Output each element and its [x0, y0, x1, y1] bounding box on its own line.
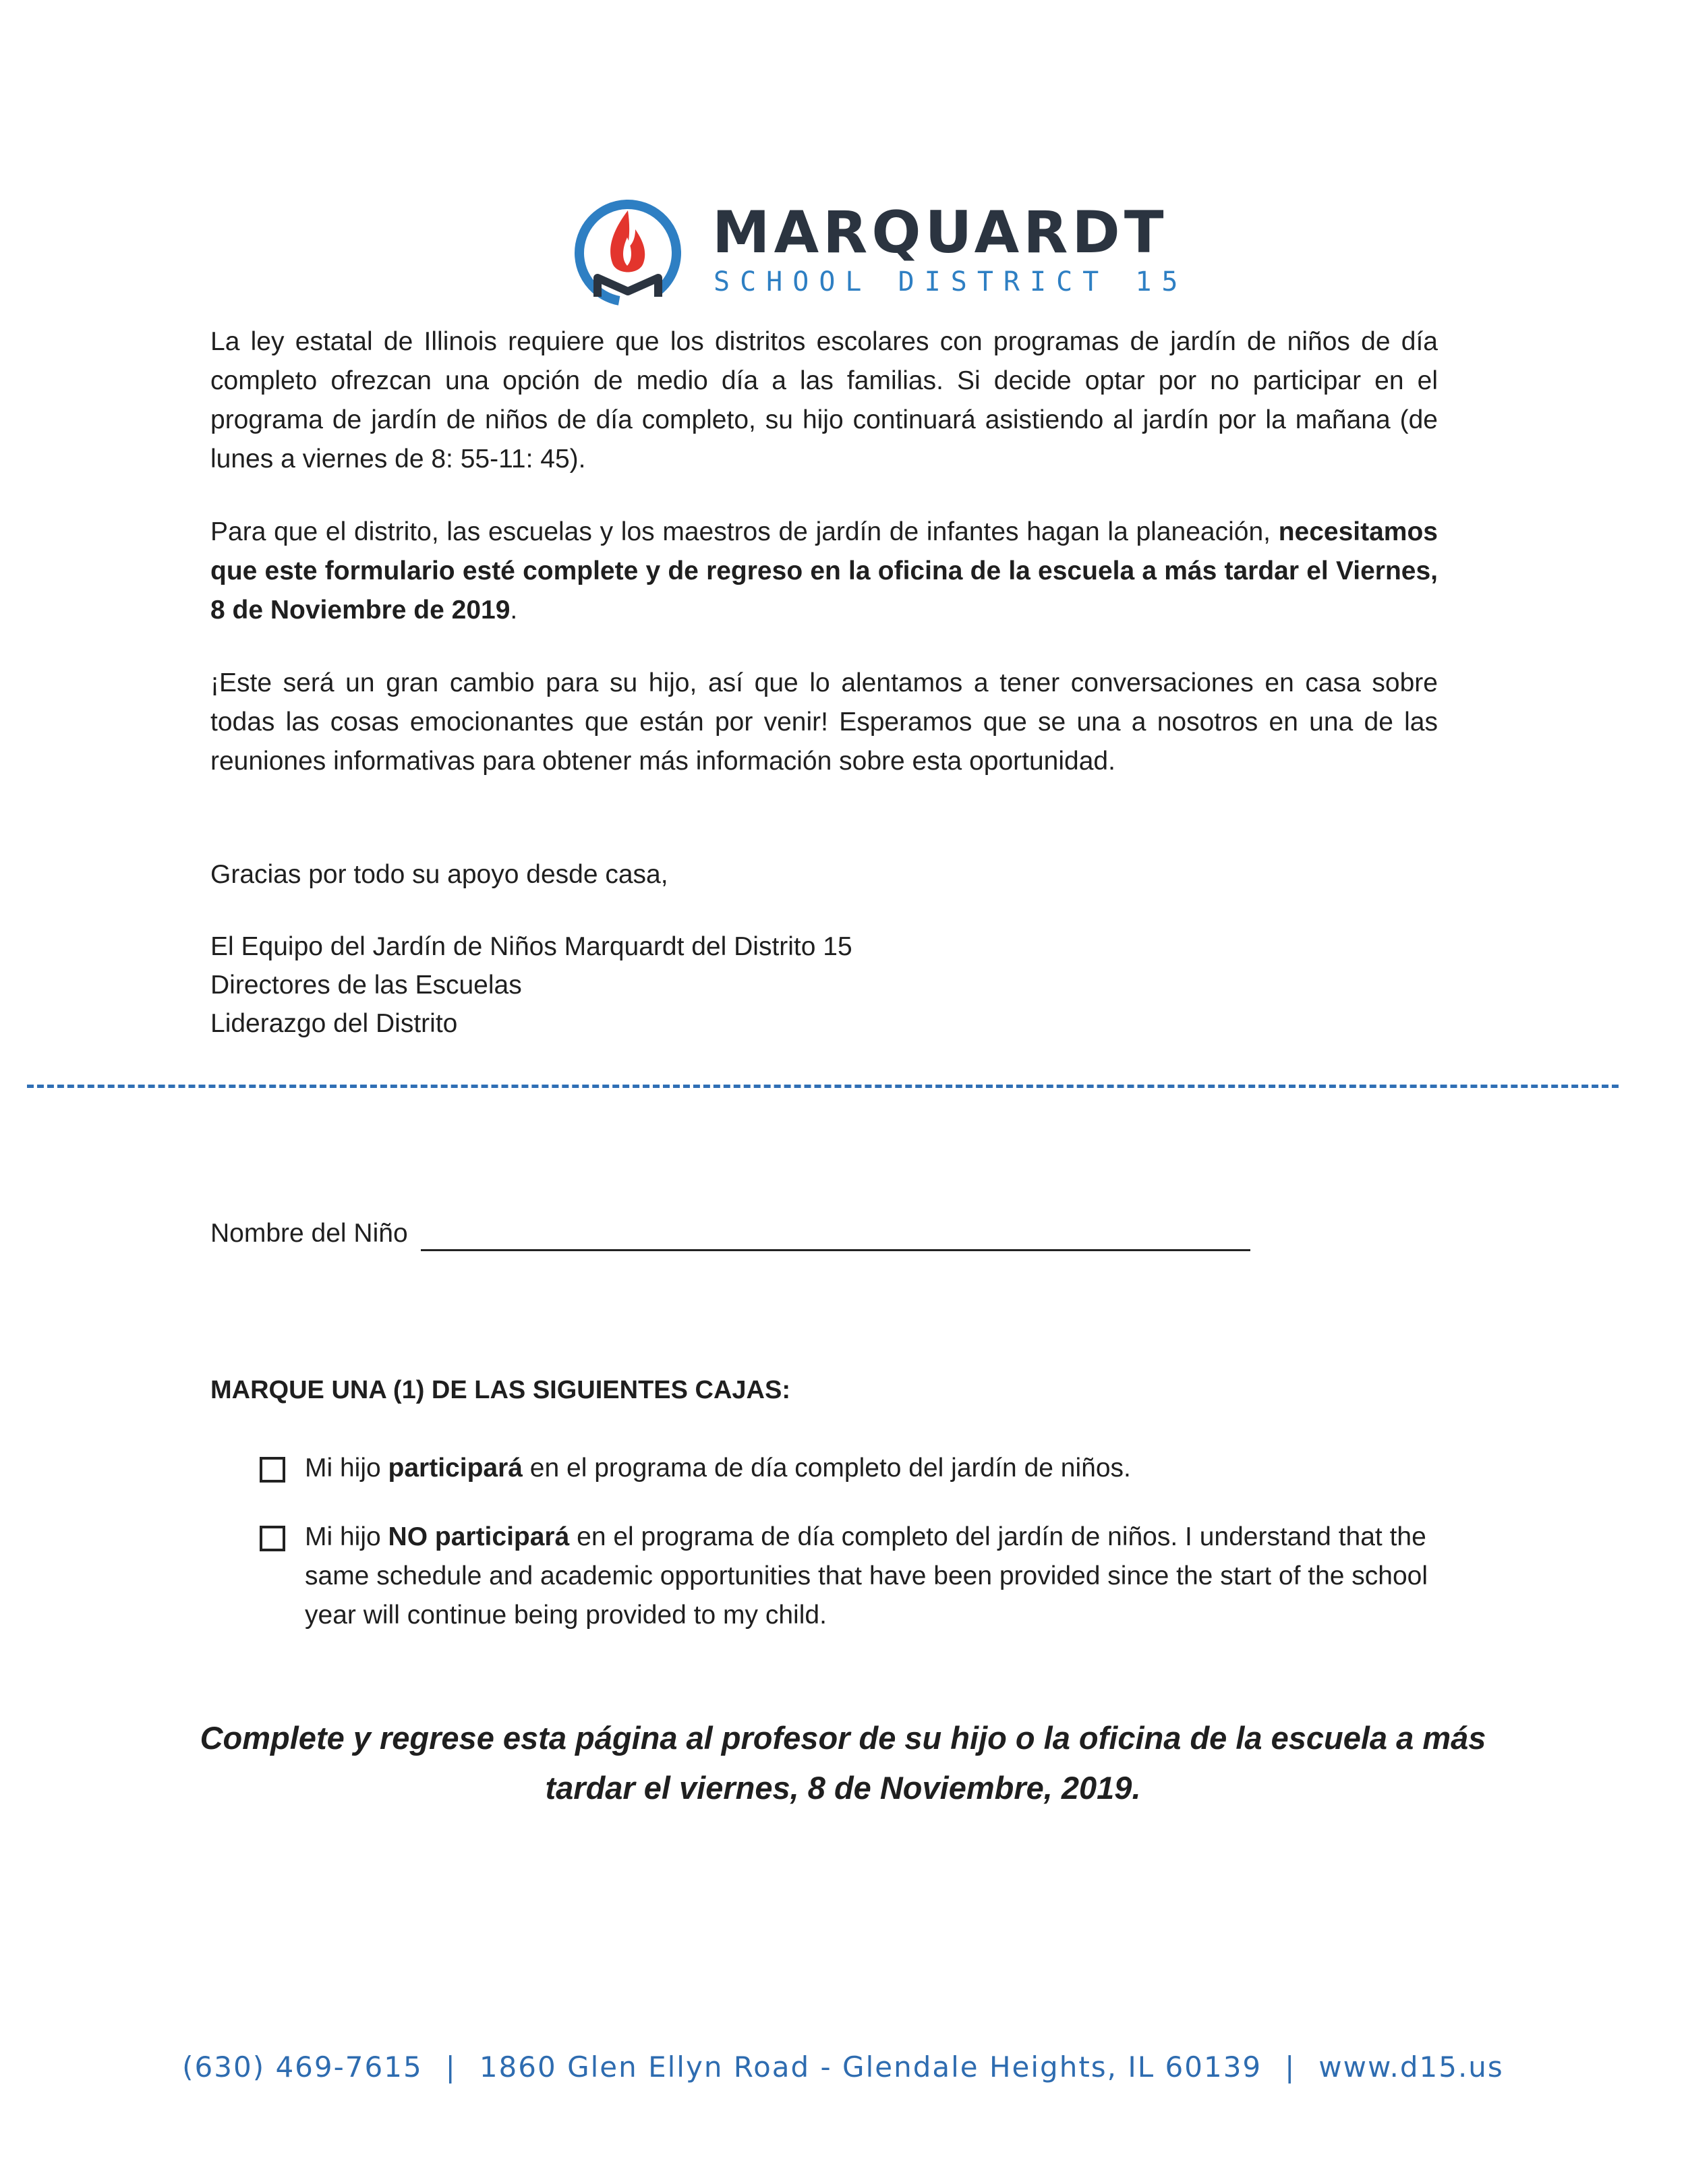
intro-paragraph-3: ¡Este será un gran cambio para su hijo, así que lo alentamos a tener conversaciones en casa sobre todas las cosas emocionantes que están por venir! Esperamos que se una a nosotros en una de las reuniones informativas para obtener más información sobre esta oportunidad.	[210, 668, 1438, 776]
footer-separator: |	[1285, 2050, 1296, 2084]
child-name-field[interactable]	[421, 1249, 1250, 1251]
footer-website[interactable]: www.d15.us	[1318, 2050, 1504, 2084]
logo-subtitle: SCHOOL DISTRICT 15	[714, 266, 1188, 297]
footer-separator: |	[445, 2050, 457, 2084]
option2-lead: Mi hijo	[305, 1522, 388, 1551]
logo-name: MARQUARDT	[712, 199, 1168, 266]
signoff-leadership: Liderazgo del Distrito	[210, 1009, 458, 1038]
signoff-directors: Directores de las Escuelas	[210, 971, 522, 1000]
signoff-thanks: Gracias por todo su apoyo desde casa,	[210, 860, 668, 889]
option2-bold: NO participará	[388, 1522, 570, 1551]
signoff-team: El Equipo del Jardín de Niños Marquardt del Distrito 15	[210, 932, 852, 961]
option1-rest: en el programa de día completo del jardín de niños.	[522, 1454, 1131, 1483]
option2-rest: en el programa de día completo del jardín de niños. I understand that the same schedule and academic opportunities that have been provided since the start of the school year will continue being provided to my child.	[305, 1522, 1428, 1630]
district-logo-icon	[571, 196, 685, 310]
option-not-participate-checkbox[interactable]	[260, 1526, 285, 1551]
option1-bold: participará	[388, 1454, 523, 1483]
option-participate-checkbox[interactable]	[260, 1457, 285, 1483]
footer-contact	[169, 2050, 1517, 2084]
intro-p2-end: .	[510, 596, 518, 625]
intro-paragraph-2	[210, 513, 1438, 630]
child-name-label: Nombre del Niño	[210, 1219, 408, 1248]
option-participate-label	[305, 1449, 1445, 1488]
intro-paragraph-1: La ley estatal de Illinois requiere que los distritos escolares con programas de jardín de niños de día completo ofrezcan una opción de medio día a las familias. Si decide optar por no participar en el programa de jardín de niños de día completo, su hijo continuará asistiendo al jardín por la mañana (de lunes a viernes de 8: 55-11: 45).	[210, 327, 1438, 473]
intro-p2-lead: Para que el distrito, las escuelas y los maestros de jardín de infantes hagan la planeación,	[210, 517, 1279, 546]
closing-instruction: Complete y regrese esta página al profesor de su hijo o la oficina de la escuela a más tardar el viernes, 8 de Noviembre, 2019.	[200, 1720, 1486, 1806]
footer-phone: (630) 469-7615	[182, 2050, 423, 2084]
cut-line-divider	[27, 1085, 1619, 1088]
form-instruction: MARQUE UNA (1) DE LAS SIGUIENTES CAJAS:	[210, 1376, 790, 1404]
option1-lead: Mi hijo	[305, 1454, 388, 1483]
option-not-participate-label	[305, 1518, 1445, 1635]
intro-p2-deadline: necesitamos que este formulario esté complete y de regreso en la oficina de la escuela a más tardar el Viernes, 8 de Noviembre de 2019	[210, 517, 1438, 625]
footer-address: 1860 Glen Ellyn Road - Glendale Heights, IL 60139	[479, 2050, 1262, 2084]
